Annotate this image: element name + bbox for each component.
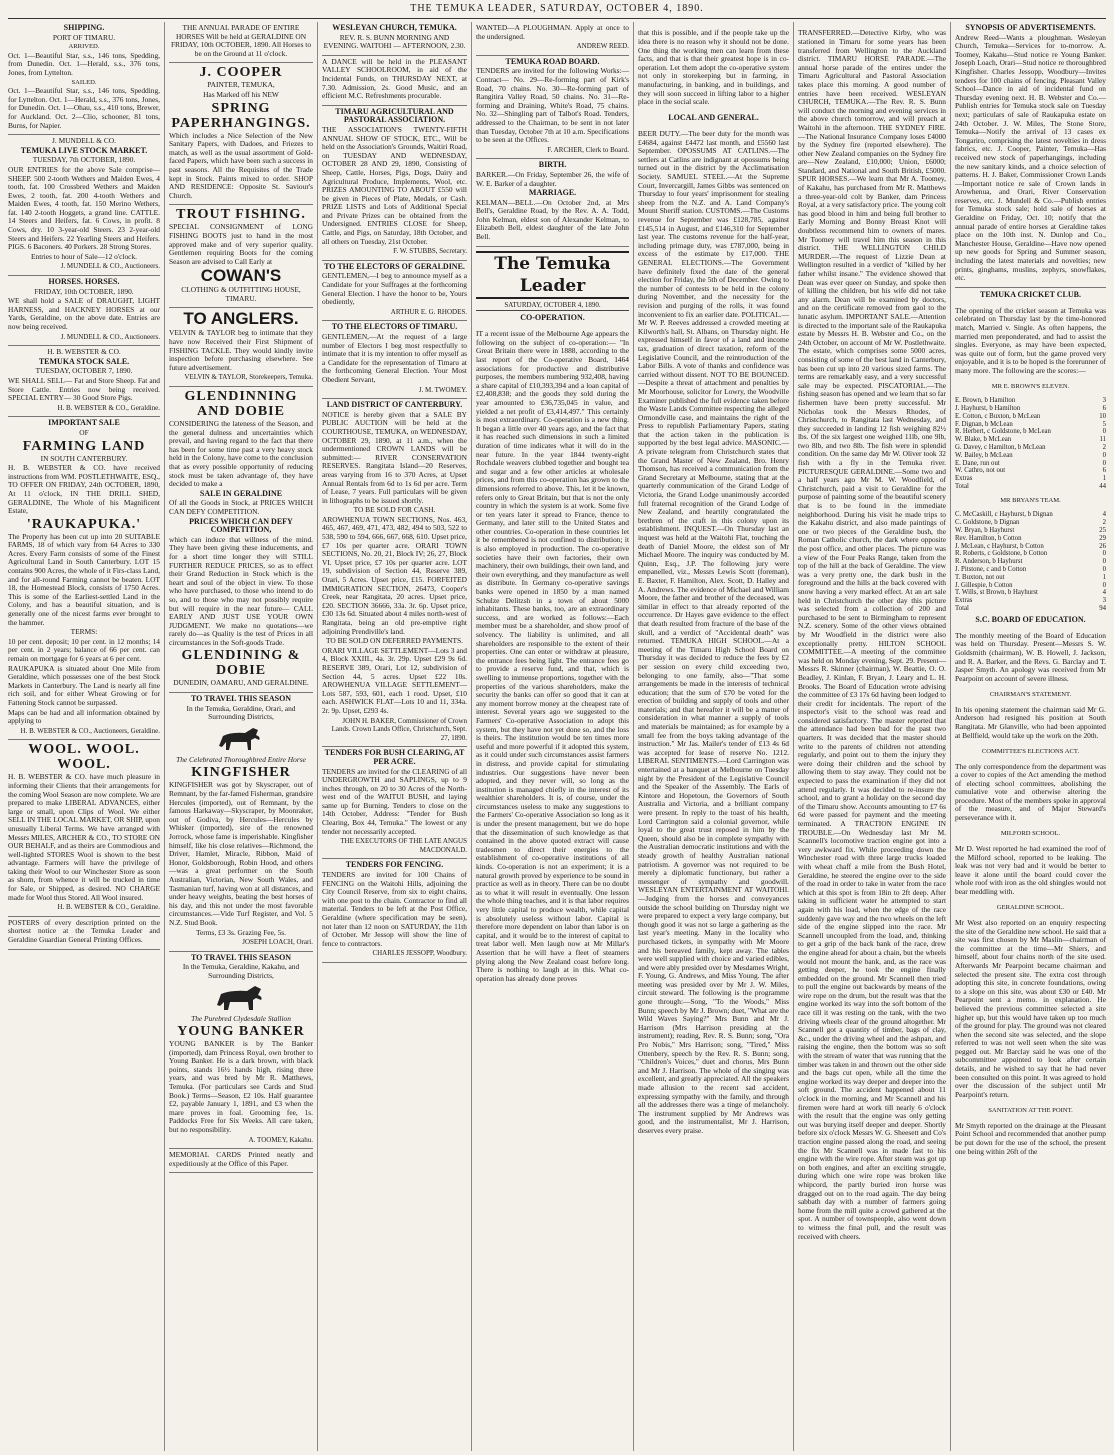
sanitation-title: SANITATION AT THE POINT. [988, 1106, 1073, 1114]
stock-sale-ad [8, 346, 160, 417]
batsman-runs: 6 [1102, 467, 1106, 475]
live-stock-note: Entries to hour of Sale—12 o'clock. [30, 251, 137, 261]
batsman-name: J. Gillespie, b Cotton [955, 581, 1013, 589]
glendinning-text-3: which can induce that willness of the mind. They have been giving these inducements, and for a short time longer they will STILL FURTHER REDUCE PRICES, so as to effect their Grand Reduction in Stock which is the heart and soul of the object in view. To those who have purchased, to those who intend to do so, and to those who may not possibly require but will require in the near future— CALL EARLY AND JUST USE YOUR OWN JUDGMENT. We make no quotations—we rarely do—as Quality is the test of Prices in all circumstances in the Soft-goods Trade. [169, 534, 313, 647]
team2-row [955, 535, 1106, 543]
important-sale-title: IMPORTANT SALE [48, 418, 120, 428]
batsman-runs: 0 [1102, 459, 1106, 467]
board-text: The monthly meeting of the Board of Education was held on Thursday. Present—Messrs S. W. Goldsmith (chairman), W. B. Howell, J. Jackson, and R. A. Barker, and the Revs. G. Barclay and T. Jasper Smyth. An apology was received from Mr Pearpoint on account of severe illness. [955, 630, 1106, 683]
sanitation-text: Mr Smyth reported on the drainage at the Pleasant Point School and recommended that another pump be put down for the use of the school, the present one being within 26ft of the [955, 1120, 1106, 1156]
dance-ad [322, 56, 467, 106]
land-district-text: NOTICE is hereby given that a SALE BY PUBLIC AUCTION will be held at the COURTHOUSE, TEMUKA, on WEDNESDAY, OCTOBER 29, 1890, at 11 a.m., when the undermentioned CROWN LANDS will be submitted:— RIVER CONSERVATION RESERVES. Rangitata Island—20 Reserves, areas varying from 16 to 370 Acres, at Upset Annual Rentals from 6d to 1s 6d per acre. Term of Lease, 7 years. Full particulars will be given in lithographs to be issued shortly. [322, 409, 467, 505]
batsman-name: Extras [955, 597, 973, 605]
batsman-name: T. Buxton, not out [955, 573, 1005, 581]
batsman-runs: 0 [1102, 581, 1106, 589]
posters-ad [8, 917, 160, 950]
synopsis-text: Andrew Reed—Wants a ploughman. Wesleyan Church, Temuka—Services for to-morrow. A. Toomey, Kakahu—Stud notice re Young Banker. Joseph Loach, Orari—Stud notice re thoroughbred Kingfisher. Charles Jessopp, Woodbury—Invites tenders for 100 chains of fencing. Pleasant Valley School—Dance in aid of incidental fund on Thursday evening next. H. B. Webster and Co.—Publish entries for Temuka stock sale on Tuesday next; particulars of sale of Raukapuka estate on 24th October. J. W. Miles, The Stone Store, Temuka—Notify the arrival of 13 cases ex Tongariro, comprising the latest novelties in dress fabrics, etc. J. Cooper, Painter, Temuka—Has received new stock of paperhangings, including the new sanitary kinds, and a choice selection of patterns. H. J. Baker, Commissioner Crown Lands—Important notice re sale of Crown lands in Arowhenua, and Orari, River Conservation reserves, etc. J. Mundell & Co.—Publish entries for Temuka stock sale; hold sale of horses at Geraldine on Friday, Oct. 10; notify that the annual parade of entire horses at Geraldine takes place on the 10th inst. N. Dunlop and Co., Manchester House, Geraldine—Have now opened up new goods for Spring and Summer season, including the latest materials and novelties; new prints, ginghams, muslins, zephyrs, snowflakes, etc. [955, 32, 1106, 283]
show-text: THE ASSOCIATION'S TWENTY-FIFTH ANNUAL SHOW OF STOCK, ETC., Will be held on the Association's Grounds, Waitiri Road, on TUESDAY AND WEDNESDAY, OCTOBER 28 AND 29, 1890, Consisting of Sheep, Cattle, Horses, Pigs, Dogs, Dairy and Agricultural Produce, Implements, Wool, etc. PRIZES AMOUNTING TO ABOUT £550 will be given in Pieces of Plate, Medals, or Cash. PRIZE LISTS and Lots of Additional Special and Private Prizes can be obtained from the Undersigned. ENTRIES CLOSE for Sheep, Cattle, and Pigs, on Saturday, 18th October, and all others on Tuesday, 21st October. [322, 124, 467, 246]
glendinning-name: GLENDINNING AND DOBIE [184, 389, 298, 420]
team2-row [955, 519, 1106, 527]
spring-paperhangings: SPRING PAPERHANGINGS. [171, 100, 311, 131]
land-district-ad [322, 399, 467, 747]
wool-title: WOOL. WOOL. WOOL. [28, 742, 140, 773]
team1-row [955, 467, 1106, 475]
live-stock-text: OUR ENTRIES for the above Sale comprise— SHEEP. 500 2-tooth Wethers and Maiden Ewes, 4 tooth, fat. 100 Crossbred Wethers and Maiden Ewes, 2 tooth, fat. 200 4-tooth Wethers and Maiden Ewes, 4 tooth, fat. 150 Merino Wethers, fat. 140 2-tooth Hoggets, a grand line. CATTLE. 14 Steers and Heifers, fat. 6 Cows, in profit. 8 Cows, dry. 10 3-year-old Steers. 23 2-year-old Steers and Heifers. 22 Yearling Steers and Heifers. PIGS. 6 Baconers. 40 Porkers. 28 Strong Stores. [8, 164, 160, 252]
local-general-text: BEER DUTY.—The beer duty for the month was £4684, against £4472 last month, and £5560 last September. OPOSSUMS AT CATLINS.—The settlers at Catlins are indignant at opossums being turned out in the district by the Acclimatisation Society. SAMUEL STEEL.—At the Supreme Court, Invercargill, James Gibbs was sentenced on Thursday to four years' imprisonment for stealing sheep from the N.Z. and A. Land Company's Mount Sheriff station. CUSTOMS.—The Customs revenue for September was £128,785, against £145,514 in August, and £146,310 for September last year. The customs revenue for the half-year, including primage duty, was £787,000, being in excess of the estimate by £17,000. THE GENERAL ELECTIONS.—The Government have definitely fixed the date of the general election for Friday, the 5th of December. Owing to the number of contests to be held in the colony during November, and the necessity for the revision and purging of the rolls, it was found inconvenient to fix an earlier date. POLITICAL.—Mr W. P. Reeves addressed a crowded meeting at Kilworth's hall, St. Albans, on Thursday night. He expressed himself in favor of a land and income tax, graduation of direct taxation, reform of the Legislative Council, and the reintroduction of the Labor Bills. A vote of thanks and confidence was carried without dissent. NOT TO BE BOUNCED.—Despite a threat of attachment and penalties by Mr Moorhouse, solicitor for Lowry, the Woodville Examiner published the full evidence taken before the Waste Lands Committee respecting the alleged Ormondville case, and maintains the right of the Press to republish Parliamentary Papers, stating that the action taken in the publication is supported by the best legal advice. MASONIC.—A private telegram from Christchurch states that the Grand Master of New Zealand, Bro. Henry Thomson, has received a communication from the Grand Secretary at Melbourne, stating that at the quarterly communication of the Grand Lodge of Victoria, the Grand Lodge unanimously accorded full fraternal recognition of the Grand Lodge of New Zealand, and heartily congratulated the brethren of the craft in this colony upon its establishment. INQUEST.—On Thursday last an inquest was held at the Waitohi Flat, touching the death of Daniel Moore, the eldest son of Mr Michael Moore. The inquiry was conducted by M. Quinn, Esq., J.P. The following jury were empanelled, viz., Messrs Lewis Scott (foreman), E. Baxter, F. Hamilton, Alex. Scott, D. Halley and A. Andrews. The evidence of Michael and William Moore, the father and brother of the deceased, was similar in effect to that already reported of the occurrence. Dr Hayes gave evidence to the effect that death resulted from fracture of the base of the skull, and a verdict of "Accidental death" was returned. TEMUKA HIGH SCHOOL.—At a meeting of the Timaru High School Board on Thursday it was decided to reduce the fees by £2 per session on every child exceeding two, belonging to one family, also—"That some arrangements be made in the interests of technical education; that the sum of £70 be voted for the erection of building and supply of tools and other materials; and that hereafter it will be a matter of consideration in what manner a supply of tools and materials be maintained; as for example by a small fee from the boys taking advantage of the instruction." Mr Jas. Mailer's tender of £13 4s 6d was accepted for lease of reserve No. 1212. LIBERAL SENTIMENTS.—Lord Carrington was entertained at a banquet at Melbourne on Tuesday night by the President of the Legislative Council and the Speaker of the Assembly. The Earls of Kintore and Hopetoun, the Governors of South Australia and Victoria, and a brilliant company were present. In reply to the toast of his health, Lord Carrington said a colonial governor, while loyal to the great trust reposed in him by the Queen, should also be in complete sympathy with the Australian democratic institutions and with the steady growth of healthy Australian national patriotism. A governor was not required to be merely a diplomatic functionary, but rather a messenger of sympathy and goodwill. WESLEYAN ENTERTAINMENT AT WAITOHI.—Judging from the horses and conveyances outside the school building on Thursday night we were prepared to expect a very large company, but though good it was not so large a gathering as the last year's meeting. Many in the locality who purchased tickets, in sympathy with Mr Moore and his bereaved family, kept away. The tables were well supplied with choice and varied edibles, and were ably presided over by Mesdames Wright, F. Young, G. Andrews, and Miss Young. The after meeting was presided over by Mr J. W. Miles, circuit steward. The following is the programme gone through:—Song, "To the Woods," Miss Bunn; speech by Mr J. Brown; duet, "What are the Wild Waves Saying?" Mrs Bunn and Mr J. Harrison (Mrs Harrison presiding at the instrument); reading, Rev. R. S. Bunn; song, "Ora Pro Nobis," Mrs Harrison; song, "Tired," Miss Ottenbery, speech by the Rev. R. S. Bunn; song, "Children's Voices," duet and chorus, Mrs Bunn and Mr J. Harrison. The whole of the singing was excellent, and greatly appreciated. All the speakers made allusion to the recent sad accident, expressing sympathy with the family, and through all the addresses there was a tinge of melancholy. The instrument supplied by Mr Andrews was good, and the instrumentalist, Mr J. Harrison, deserves every praise. [638, 129, 789, 1135]
batsman-runs: 0 [1102, 451, 1106, 459]
wool-ad [8, 740, 160, 917]
team-2-total-label: Total [955, 605, 969, 613]
parade-text: THE ANNUAL PARADE OF ENTIRE HORSES Will be held at GERALDINE ON FRIDAY, 10th OCTOBER, 1890. All Horses to be on the Ground at 11 o'clock. [170, 23, 312, 58]
farming-text: H. B. WEBSTER & CO. have received instructions from WM. POSTLETHWAITE, ESQ., TO OFFER ON FRIDAY, 24th OCTOBER, 1890, At 11 o'clock, IN THE DRILL SHED, GERALDINE, The Whole of his Magnificent Estate, [8, 463, 160, 516]
parade-ad [169, 22, 313, 63]
team1-row [955, 460, 1106, 468]
sailed-text: Oct. 1—Beautiful Star, s.s., 146 tons, Spedding, for Lyttelton. Oct. 1—Herald, s.s., 376 tons, Jones, for Dunedin. Oct. 1—Ohau, s.s., 410 tons, Brewer, for Auckland. Oct. 2—Clio, schooner, 81 tons, Burns, for Napier. [8, 86, 160, 130]
kingfisher-title: KINGFISHER [191, 765, 291, 781]
horses-text: WE shall hold a SALE of DRAUGHT, LIGHT HARNESS, and HACKNEY HORSES at our Yards, Geraldine, on the above date. Entries are now being received. [8, 296, 160, 331]
team1-row [955, 436, 1106, 444]
fencing-title: TENDERS FOR FENCING. [345, 860, 444, 870]
team-1-title: MR E. BROWN'S ELEVEN. [991, 382, 1070, 390]
arrived-text: Oct. 1—Beautiful Star, s.s., 146 tons, Spedding, from Dunedin. Oct. 1—Herald, s.s., 376 tons, Jones, from Lyttelton. [8, 50, 160, 77]
horses-signature: J. MUNDELL & CO., Auctioneers. [60, 332, 160, 341]
fencing-text: TENDERS are invited for 100 Chains of FENCING on the Waitohi Hills, adjoining the City Council Reserve, from six to eight chains, with one post to the chain. Contractor to find all material. Tenders to be left at the Post Office, Geraldine (where specification may be seen), not later than 12 noon on SATURDAY, the 11th of October. Mr Jessop will show the line of fence to contractors. [322, 870, 467, 948]
stock-sale-text: WE SHALL SELL— Fat and Store Sheep. Fat and Store Cattle. Entries now being received. SPECIAL ENTRY— 30 Good Store Pigs. [8, 375, 160, 403]
batsman-name: J. McLean, c Hayhurst, b Cotton [955, 542, 1044, 550]
cooper-heading: Has Marked off his NEW [203, 89, 279, 99]
bush-clearing-text: TENDERS are invited for the CLEARING of all UNDERGROWTH and SAPLINGS, up to 9 inches through, on 20 to 30 Acres of the North-west end of the WAITUI BUSH, and laying same up for Burning. Tenders to close on the 14th October, Address: "Tender for Bush Clearing, Box 44, Temuka." The lowest or any tender not necessarily accepted. [322, 766, 467, 836]
wanted-signature: ANDREW REED. [576, 42, 629, 51]
batsman-runs: 1 [1102, 573, 1106, 581]
church-text: REV. R. S. BUNN MORNING AND EVENING. WAITOHI — AFTERNOON, 2.30. [323, 32, 466, 51]
column-5 [633, 22, 793, 1451]
timaru-electors-text: GENTLEMEN,—At the request of a large number of Electors I beg most respectfully to intimate that it is my intention to offer myself as a Candidate for the representation of Timaru at the forthcoming General Election. Your Most Obedient Servant, [322, 332, 467, 384]
shipping-notice [8, 22, 160, 135]
team2-row [955, 582, 1106, 590]
marriage-text: KELMAN—BELL.—On October 2nd, at Mrs Bell's, Geraldine Road, by the Rev. A. A. Todd, John Kelman, eldest son of Alexander Kelman, to Elizabeth Bell, eldest daughter of the late John Bell. [476, 197, 629, 242]
batsman-name: T. Wills, st Brown, b Hayhurst [955, 589, 1038, 597]
batsman-runs: 26 [1099, 542, 1106, 550]
horses-date: FRIDAY, 10th OCTOBER, 1890. [34, 286, 134, 296]
road-board-title: TEMUKA ROAD BOARD. [505, 56, 600, 66]
batsman-name: W. Cathro, not out [955, 467, 1006, 475]
team2-row [955, 597, 1106, 605]
team-1-total: 44 [1099, 482, 1106, 490]
batsman-runs: 6 [1102, 404, 1106, 412]
bush-clearing-ad [322, 747, 467, 859]
anglers-ad [169, 308, 313, 387]
column-3 [317, 22, 471, 1451]
batsman-runs: 2 [1102, 443, 1106, 451]
batsman-name: W. Bailey, b McLean [955, 451, 1013, 459]
batsman-name: Extras [955, 475, 973, 483]
marriage-title: MARRIAGE. [528, 188, 577, 198]
batsman-runs: 0 [1102, 550, 1106, 558]
team2-row [955, 550, 1106, 558]
batsman-name: G. Davey, c Hamilton, b McLean [955, 443, 1046, 451]
committees-title: COMMITTEE'S ELECTIONS ACT. [981, 747, 1080, 755]
batsman-name: J. Hayhurst, b Hamilton [955, 404, 1021, 412]
memorial-text: MEMORIAL CARDS Printed neatly and expeditiously at the Office of this Paper. [169, 1150, 313, 1168]
committees-text: The only correspondence from the department was a cover to copies of the Act amending the method of electing school committees, abolishing the cumulative vote and otherwise altering the procedure. Most of the members spoke in approval of the measure, and of Major Steward's perseverance with it. [955, 761, 1106, 823]
travel-2-subtitle: In the Temuka, Geraldine, Kakahu, and Surrounding Districts, [182, 962, 300, 980]
banker-signature: A. TOOMEY, Kakahu. [248, 1135, 313, 1144]
column-7 [950, 22, 1110, 1451]
terms-text-2: RAUKAPUKA is situated about One Mile from Geraldine, which possesses one of the best Stock Markets in Canterbury. The Land is nearly all fine rich soil, and for either Wheat Growing or for Fattening Stock cannot be surpassed. [8, 663, 160, 707]
stock-sale-title: TEMUKA STOCK SALE. [38, 356, 130, 366]
dance-text: A DANCE will be held in the PLEASANT VALLEY SCHOOLROOM, in aid of the Incidental Funds, on THURSDAY NEXT, at 7.30. Admission, 2s. Good Music, and an efficient M.C. Refreshments procurable. [322, 56, 467, 101]
cowans-title: COWAN'S [200, 266, 282, 286]
team2-row [955, 511, 1106, 519]
geraldine-electors-title: TO THE ELECTORS OF GERALDINE. [324, 261, 465, 271]
batsman-name: C. McCaskill, c Hayhurst, b Dignan [955, 511, 1053, 519]
cash-title: TO BE SOLD FOR CASH. [353, 505, 436, 515]
bush-clearing-signature: THE EXECUTORS OF THE LATE ANGUS MACDONALD. [340, 837, 467, 854]
dateline: SATURDAY, OCTOBER 4, 1890. [476, 301, 629, 312]
glendinning-towns: DUNEDIN, OAMARU, AND GERALDINE. [173, 678, 309, 688]
plans-text: Maps can be had and all information obtained by applying to [8, 707, 160, 726]
cooper-trade: PAINTER, TEMUKA, [207, 80, 275, 90]
masthead: THE TEMUKA LEADER, SATURDAY, OCTOBER 4, 1890. [8, 0, 1106, 19]
timaru-electors-ad [322, 321, 467, 399]
batsman-name: Rev. Hamilton, b Cotton [955, 534, 1022, 542]
team1-row [955, 413, 1106, 421]
batsman-runs: 4 [1102, 511, 1106, 519]
team-1-total-label: Total [955, 482, 969, 490]
team-2-title: MR BRYAN'S TEAM. [1000, 497, 1061, 505]
kingfisher-intro: The Celebrated Thoroughbred Entire Horse [176, 754, 306, 764]
horses-title: HORSES. HORSES. [48, 277, 120, 287]
fencing-ad [322, 859, 467, 963]
shipping-subtitle: PORT OF TIMARU. [52, 32, 116, 42]
road-board-text: TENDERS are invited for the following Works:— Contract— No. 29—Re-forming part of Kirk's Road, 70 chains. No. 30—Re-forming part of Rangitira Valley Road, 50 chains. No. 31—Re-forming and Draining, White's Road, 75 chains. No. 32—Shingling part of Talbot's Road. Tenders, addressed to the Chairman, to be sent in not later than Tuesday, October 7th at 10 a.m. Specifications to be seen at the Offices. [476, 66, 629, 145]
team2-row [955, 558, 1106, 566]
cooper-name: J. COOPER [199, 65, 283, 81]
chairman-title: CHAIRMAN'S STATEMENT. [989, 690, 1072, 698]
travel-1-subtitle: In the Temuka, Geraldine, Orari, and Surrounding Districts, [186, 703, 296, 722]
arrived-label: ARRIVED. [68, 43, 100, 51]
road-board-signature: F. ARCHER, Clerk to Board. [547, 145, 629, 154]
batsman-name: F. Dignan, b McLean [955, 420, 1013, 428]
land-district-title: LAND DISTRICT OF CANTERBURY. [326, 400, 463, 410]
geraldine-school-title: GERALDINE SCHOOL. [996, 903, 1065, 911]
column-2 [164, 22, 317, 1451]
trout-title: TROUT FISHING. [176, 207, 306, 223]
team-2-total-row [955, 605, 1106, 613]
team-2-scorecard [955, 511, 1106, 605]
anglers-title: TO ANGLERS. [183, 309, 299, 329]
show-title: TIMARU AGRICULTURAL AND PASTORAL ASSOCIATION. [335, 106, 454, 125]
road-board-ad [476, 56, 629, 160]
young-banker-ad [169, 952, 313, 1150]
live-stock-date: TUESDAY, 7th OCTOBER, 1890. [32, 155, 136, 165]
glendinning-text-2: Of all the Goods in Stock, at PRICES WHICH CAN DEFY COMPETITION. [169, 498, 313, 516]
kingfisher-terms: Terms, £3 3s. Grazing Fee, 5s. [195, 927, 286, 937]
cricket-title: TEMUKA CRICKET CLUB. [980, 289, 1081, 299]
team1-row [955, 452, 1106, 460]
deferred-text: ORARI VILLAGE SETTLEMENT—Lots 3 and 4, Block XXIII., 4a. 3r. 29p. Upset £29 9s 6d. RESERVE 389, Orari, Lot 12, subdivision of Section 44, 5 acres. Upset £22 10s. AROWHENUA VILLAGE SETTLEMENT—Lots 587, 593, 601, each 1 rood. Upset, £10 each. ASHWICK FLAT—Lots 10 and 11, 334a. 2r. 9p. Upset, £293 4s. [322, 645, 467, 715]
horse-woodcut-icon [169, 724, 313, 754]
synopsis-box [955, 22, 1106, 288]
batsman-runs: 0 [1102, 566, 1106, 574]
glendinning-prices: PRICES WHICH CAN DEFY COMPETITION, [189, 516, 293, 535]
cooper-text: Which includes a Nice Selection of the New Sanitary Papers, with Dadoes, and Friezes to match, as well as the usual assortment of Gold-faced Papers, which have been such a success in past seasons. All the Requisites of the Trade kept in Stock. Paints mixed to order. SHOP AND RESIDENCE: Opposite St. Saviour's Church. [169, 130, 313, 200]
kingfisher-ad [169, 693, 313, 952]
shipping-title: SHIPPING. [63, 23, 105, 32]
batsman-name: W. Bryan, b Hayhurst [955, 527, 1015, 535]
church-ad [322, 22, 467, 56]
fencing-signature: CHARLES JESSOPP, Woodbury. [372, 949, 467, 958]
cooperation-text: IT a recent issue of the Melbourne Age appears the following on the subject of co-operation:— "In Great Britain there were in 1888, according to the last report of the Co-operative Board, 1464 associations for productive and distributive purposes, the members numbering 932,408, having a share capital of £10,393,394 and a loan capital of £2,408,838; and the goods they sold during the year amounted to £36,735,045 in value, and yielded a net profit of £3,414,497." This certainly is most extraordinary. Co-operation is a new thing. It began a little over 40 years ago, and the fact that it has reached such dimensions in such a limited duration of time indicates what it will do in the near future. In the year 1844 twenty-eight Rochdale weavers clubbed together and bought tea and sugar and a few other articles at wholesale prices, and from this co-operation has grown to the dimensions referred to above. This, let it be known, refers only to Great Britain, but that is not the only country in which the system is at work. Some five or ten years later it spread to France, thence to Germany, and later still to the United States and other countries. Co-operation in these countries let it be remembered is not confined to distribution; it is also employed in production. The co-operative societies have their own factories, their own machinery, their own buildings, their own land, and their own everything, and they manufacture as well as distribute. In Germany co-operative savings banks were opened in 1850 by a man named Schulze Delitzsh in a town of about 5000 inhabitants. These banks, too, are an extraordinary success, and are worked as follows:—Each member must be a shareholder, and show proof of solvency. The liability is unlimited, and all shareholders are responsible to the extent of their properties. One can enter or withdraw at pleasure, the entrance fees being light. The entrance fees go to provide a reserve fund, and that, which is swelling to immense proportions, together with the properties of the various shareholders, make the security the banks can offer so good that it can at any moment borrow money at the cheapest rate of interest. Several years ago we suggested to the Farmers' Co-operative Association to adopt this system, but they have not yet done so, and the loss is theirs. The institution would be ten times more useful and more powerful if it adopted this system, as it could under such circumstances assist farmers in distress, and provide capital for stimulating industries. Our suggestions have never been adopted, and they never will, so long as the institution is managed chiefly in the interest of its wealthier shareholders. It is, of course, under the circumstances useless to make any suggestions to the Farmers' Co-operative Association so long as it is under the present management, but we do hope that the dissemination of such knowledge as that contained in the above quoted extract will cause tradesmen to direct their energies to the establishment of co-operative institutions of all kinds. Co-operation is not an experiment; it is a natural growth proved by experience to be sound in practice as well as in theory. There can be no doubt as to what it will result in eventually. One lesson the whole thing teaches, and it is that labor requires very little capital to produce wealth, while capital is absolutely useless without labor. Capital is therefore more dependent on labor than labor is on capital, and it would be to the interest of capital to treat labor well. Men laugh now at Mr Millar's Assertion that he will have a fleet of steamers plying along the New Zealand coast before long. There is nothing to laugh at in this. What co-operation has already done proves [476, 329, 629, 983]
wanted-text: WANTED—A PLOUGHMAN. Apply at once to the undersigned. [476, 23, 629, 41]
board-title: S.C. BOARD OF EDUCATION. [975, 614, 1086, 624]
wanted-ad [476, 22, 629, 56]
team1-row [955, 421, 1106, 429]
banker-title: YOUNG BANKER [177, 1024, 305, 1040]
batsman-runs: 5 [1102, 420, 1106, 428]
show-ad [322, 106, 467, 261]
glendinning-name-2: GLENDINING & DOBIE [181, 648, 301, 679]
cooper-ad [169, 63, 313, 205]
team2-row [955, 566, 1106, 574]
local-general-continued: TRANSFERRED.—Detective Kirby, who was stationed in Timaru for some years has been transferred from Wellington to the Auckland district. TIMARU HORSE PARADE.—The annual horse parade of the entires under the Timaru Agricultural and Pastoral Association takes place this morning. A good number of entries have been received. WESLEYAN CHURCH, TEMUKA.—The Rev. R. S. Bunn will conduct the morning and evening services in the above church tomorrow, and will preach at Waitohi in the afternoon. THE SYDNEY FIRE.—The National Insurance Company loses £4000 by the Sydney fire (reported elsewhere). The other New Zealand companies on the Sydney fire are—New Zealand, £10,000; Union, £6000; Standard, and National and South British, £5000. SPUR HORSES.—We learn that Mr A. Toomey, of Kakahu, has purchased from Mr R. Matthews a three-year-old colt by Banker, dam Princess Royal, at a very satisfactory price. The young colt has good blood in him and being full brother to Early Morning and Bonny Breast Knot will doubtless recommend him to owners of mares. Mr Toomey will travel him this season in this district. THE WELLINGTON CHILD MURDER.—The request of Lizzie Dean at Wellington resulted in a verdict of "killed by her father whilst insane." The evidence showed that Dean was ever queer on Sunday, and spoke then of killing the children, but his wife did not take any alarm. Dean will be examined by doctors, and on the certificate removed from gaol to the lunatic asylum. IMPORTANT SALE.—Attention is directed to the important sale of the Raukapuka estate by Messrs H. B. Webster and Co., on the 24th October, on account of Mr W. Postlethwaite. The estate, which comprises some 5000 acres, consisting of some of the best land in Canterbury, has been cut up into 20 various sized farms. The terms are remarkably easy, and a very successful sale may be expected. PISCATORIAL.—The fishing season has opened and we learn that so far fishermen have been pretty successful. Mr Nicholas took the Messrs Rhodes, of Christchurch, to Rangitata last Wednesday, and they succeeded in landing 12 fish weighing 82½ lbs. Of the six largest one weighed 11lb, one 9lb, two 8lb, and two 8lb. The fish were in splendid condition. On the same day Mr W. Oliver took 32 fish with a fly in the Temuka river. PICTURESQUE GERALDINE.—Some two and a half years ago Mr M. W. Woodfield, of Christchurch, paid a visit to Geraldine for the purpose of painting some of the beautiful scenery that is to be found in the immediate neighborhood. During his visit he made trips to the Kakahu district, and also made paintings of one or two pieces of the Geraldine bush, the Roman Catholic church, the dark where opposite the post office, and other places. The picture was a view of the Four Peaks Range, taken from the top of the hill at the back of Geraldine. The view was a very pretty one, the dark bush in the foreground and the hills at the back covered with snow having a very marked effect. At an art sale held in Christchurch the other day this picture was selected from a collection of 200 and purchased to be sent to Birmingham to represent N.Z. scenery. Some of the other views obtained by Mr Woodfield in the district were also exceptionally pretty. HILTON SCHOOL COMMITTEE.—A meeting of the committee was held on Monday evening, Sept. 29. Present—Messrs R. Skinner (chairman), W. Beattie, O. O. Beadley, J. Kinlan, F. Bryan, J. Leary and L. H. Brooks. The Board of Education wrote advising the committee of £3 17s 6d having been lodged to their credit for incidentals. The report of the inspector's visit to the school was read and considered satisfactory. The master reported that the attendance had been bad for the past two quarters. It was decided that the master should write to the parents of children not attending regularly, and point out to them the injury they were doing their children and the school by allowing them to stay away. They could not be expected to pass the examination if they did not attend regularly. It was decided to re-insure the school, and to grant a holiday on the second day of the Timaru show. Accounts amounting to £7 6s 6d were passed for payment and the meeting terminated. A TRACTION ENGINE IN TROUBLE.—On Wednesday last Mr M. Scannell's locomotive traction engine got into a very awkward fix. While proceeding down the Winchester road with three large trucks loaded with wheat chaff a mile from the Bush Hotel, Geraldine, he steered the engine over to the side of the road in order to take in water from the race which at this spot is from 18in to 2ft deep. After taking in sufficient water he attempted to start again with his load, when the edge of the race suddenly gave way and the two wheels on the left side of the engine slipped into the race. Mr Scannell uncoupled from the load, and, thinking to get a grip of the back bank of the race, drew the engine ahead for about a chain, but the wheels would not mount the bank, and, as the race was getting deeper, he took the engine finally embedded on the ground. Mr Scannell then tried to pull the engine out backwards by means of the wire rope on the drum, but the result was that the engine worked its way into the soft bottom of the race till it was resting on the tank, with the two driving wheels clear of the ground altogether. Mr Scannell got a quantity of timber, bags of clay, &c., under the driving wheel and the ashpan, and raising the engine, then the bottom was so soft with the stream of water that was running that the timber was taken in and thrown out the other side and the bags cut open, while all the time the engine worked its way deeper and deeper into the soft ground. The accident happened about 11 o'clock in the morning, and Mr Scannell and his firemen were hard at work till nearly 6 o'clock with the result that the engine was only getting out was burying itself deeper and deeper. Shortly before six o'clock Messrs W. G. Sheesett and Co's traction engine passed along the road, and seeing the fix Mr Scannell was in made fast to his engine with the wire rope. After steam was got up on both engines, and after an exciting struggle, during which one wire rope was broken like whipcord, the partly buried iron horse was dragged out on to the road again. The day being sabbath day with a number of farmers going home from the mill quite a crowd gathered at the spot. A number of townspeople, also went down to witness the final pull, and the result was received with cheers. [798, 28, 946, 1241]
batsman-runs: 4 [1102, 589, 1106, 597]
anglers-signature: VELVIN & TAYLOR, Storekeepers, Temuka. [184, 373, 313, 382]
column-6 [793, 22, 950, 1451]
column-4 [471, 22, 633, 1451]
batsman-runs: 0 [1102, 428, 1106, 436]
team1-row [955, 428, 1106, 436]
timaru-electors-title: TO THE ELECTORS OF TIMARU. [331, 322, 458, 332]
batsman-name: E. Brown, b Hamilton [955, 397, 1016, 405]
glendinning-text: CONSIDERING the lateness of the Season, and the general dulness and uncertainties which prevail, and having regard to the fact that there has been for some time past a very heavy stock held in the Colony, have come to the conclusion that as every possible opportunity of reducing stock must be taken advantage of, they have decided to make a [169, 419, 313, 489]
of-word: OF [79, 427, 89, 437]
travel-1-title: TO TRAVEL THIS SEASON [190, 694, 292, 704]
geraldine-electors-text: GENTLEMEN,—I beg to announce myself as a Candidate for your Suffrages at the forthcoming General Election. I have the honor to be, Yours obediently, [322, 271, 467, 307]
batsman-name: R. Anderson, b Hayhurst [955, 558, 1023, 566]
batsman-runs: 2 [1102, 519, 1106, 527]
team1-row [955, 444, 1106, 452]
sailed-label: SAILED. [71, 78, 97, 86]
team2-row [955, 543, 1106, 551]
team2-row [955, 527, 1106, 535]
batsman-name: W. Blake, b McLean [955, 436, 1012, 444]
raukapuka-title: 'RAUKAPUKA.' [26, 516, 142, 532]
birth-title: BIRTH. [538, 160, 567, 170]
memorial-ad [169, 1149, 313, 1173]
team-1-scorecard [955, 397, 1106, 483]
farming-land-ad [8, 417, 160, 740]
cooperation-title: CO-OPERATION. [520, 313, 585, 323]
glendinning-sale: SALE IN GERALDINE [199, 488, 283, 498]
banker-intro: The Purebred Clydesdale Stallion [191, 1013, 291, 1023]
stock-sale-signature: H. B. WEBSTER & CO., Geraldine. [57, 403, 160, 412]
wool-signature: H. B. WEBSTER & CO., Geraldine. [57, 903, 160, 912]
chairman-text: In his opening statement the chairman said Mr G. Anderson had resigned his position at South Rangitata. Mr Glanville, who had been appointed at Bellfield, would take up the work on the 20th. [955, 704, 1106, 740]
team2-row [955, 589, 1106, 597]
trout-text: SPECIAL CONSIGNMENT of LONG FISHING BOOTS just to hand in the most approved make and of very superior quality. Gentlemen requiring Boots for the coming Season are advised to Call Early at [169, 222, 313, 266]
team2-row [955, 574, 1106, 582]
show-signature: F. W. STUBBS, Secretary. [393, 247, 467, 256]
team1-row [955, 475, 1106, 483]
batsman-name: C. Goldstone, b Dignan [955, 519, 1020, 527]
local-general-title: LOCAL AND GENERAL. [668, 113, 759, 123]
team-2-total: 94 [1099, 605, 1106, 613]
church-title: WESLEYAN CHURCH, TEMUKA. [332, 23, 457, 32]
batsman-name: E. Cotton, c Buxton, b McLean [955, 412, 1041, 420]
batsman-runs: 3 [1102, 397, 1106, 405]
live-stock-signature: J. MUNDELL & CO., Auctioneers. [60, 262, 160, 271]
live-stock-title: TEMUKA LIVE STOCK MARKET. [20, 145, 148, 155]
plans-signature: H. B. WEBSTER & CO., Auctioneers, Geraldine. [20, 726, 160, 735]
cricket-text: The opening of the cricket season at Temuka was celebrated on Thursday last by the time-honored match, Married v. Single. As often happens, the married men preponderated, and had to assist the singles. Everyone, as may have been expected, was quite out of form, but the game proved very enjoyable, and it is to be hoped is the forerunner of many more. The following are the scores:— [955, 305, 1106, 375]
team1-row [955, 405, 1106, 413]
birth-text: BARKER.—On Friday, September 26, the wife of W. E. Barker of a daughter. [476, 169, 629, 188]
south-canterbury: IN SOUTH CANTERBURY. [40, 453, 128, 463]
webster-heading: H. B. WEBSTER & CO. [47, 347, 121, 357]
batsman-runs: 29 [1099, 534, 1106, 542]
terms-text: 10 per cent. deposit; 10 per cent. in 12 months; 14 per cent. in 2 years; balance of 66 per cent. can remain on mortgage for 6 years at 6 per cent. [8, 636, 160, 663]
batsman-runs: 1 [1102, 475, 1106, 483]
mundell-heading: J. MUNDELL & CO. [52, 136, 116, 146]
posters-text: POSTERS of every description printed on the shortest notice at the Temuka Leader and Geraldine Guardian General Printing Offices. [8, 917, 160, 945]
team1-row [955, 397, 1106, 405]
stock-sale-date: TUESDAY, OCTOBER 7, 1890. [35, 366, 133, 376]
terms-title: TERMS: [70, 627, 98, 637]
batsman-runs: 25 [1099, 527, 1106, 535]
geraldine-school-text: Mr West also reported on an enquiry respecting the site of the Geraldine new school. He said that a site was first chosen by Mr Maslin—chairman of the committee at the time—Mr Shiers, and himself, about four chains north of the site used. Afterwards Mr Pearpoint became chairman and selected the present site. The extra cost through adopting this site, in concrete foundations, owing to a slope on this site, was about £30 or £40. Mr Pearpoint sent a memo. in explanation. He believed the previous committee selected a site higher up, but this would have taken up too much of the ground for play. The ground was not cleared when the second site was selected, and the slope referred to was not well seen when the site was pegged out. Mr Barclay said he was one of the subcommittee appointed to look after certain details, and he wished to say that he had never been consulted on this point. It was agreed to hold over the discussion of the subject until Mr Pearpoint's return. [955, 917, 1106, 1099]
horses-ad [8, 276, 160, 346]
raukapuka-text: The Property has been cut up into 20 SUITABLE FARMS, 18 of which vary from 64 Acres to 330 Acres. Every Farm consists of some of the Finest Agricultural Land in South Canterbury. LOT 15 contains 900 Acres, the whole of it Firs-class Land, and for all-round Farming cannot be beaten. LOT 18, the Homestead Block, consists of 1750 Acres. This is some of the Earliest-settled Land in the Colony, and has a beautiful situation, and is generally one of the nicest farms ever brought to the hammer. [8, 531, 160, 627]
batsman-name: E. Dane, run out [955, 459, 1000, 467]
farming-land-title: FARMING LAND [22, 438, 146, 454]
milford-text: Mr D. West reported he had examined the roof of the Milford school, reported to be leaking. The leak was not very bad and it would be better to leave it alone until the board could cover the whole roof with iron as the old shingles would not bear meddling with. [955, 844, 1106, 896]
column-1 [4, 22, 164, 1451]
batsman-name: J. Pitstone, c and b Cotton [955, 566, 1027, 574]
glendinning-ad [169, 387, 313, 693]
cooperation-continued: that this is possible, and if the people take up the idea there is no reason why it should not be done. One thing the working men can learn from these facts, and that is that their greatest hope is in co-operation. Let them adopt the co-operative system not only in storekeeping but in farming, in manufacturing, in banking, and in buildings, and they will soon succeed in lifting labor to a higher place in the social scale. [638, 28, 789, 107]
newspaper-flag: The Temuka Leader [476, 251, 629, 299]
batsman-name: R. Roberts, c Goldstone, b Cotton [955, 550, 1048, 558]
banker-text: YOUNG BANKER is by The Banker (imported), dam Princess Royal, own brother to Young Banker. He is a dark brown, with black points, stands 16½ hands high, rising three years, and was bred by Mr R. Matthews, Temuka. (For particulars see Cards and Stud Book.) Terms—Season, £2 10s. Half guarantee £2, payable January 1, 1891, and £3 when the mare proves in foal. Grooming fee, 1s. Paddocks Free for Six Weeks. All care taken, but no responsibility. [169, 1039, 313, 1135]
milford-title: MILFORD SCHOOL. [1000, 830, 1061, 838]
kingfisher-text: KINGFISHER was got by Skyscraper, out of Remnant, by the far-famed Fisherman, grandsire Hercules (imported), out of Remnant, by the famous Harkaway—Skyscraper, by Moonraker, out of Godiva, by Hercules—Hercules by Whisker (imported), sire of the renowned Jorrock, whose fame is imperishable. Kingfisher himself, like his close relatives—Richmond, the Driver, Hamlet, Miracle, Ribbon, Maid of Honor, Goldsborough, Robin Hood, and others—was a great performer on the South Australian, Victorian, New South Wales, and Tasmanian turf, having won at all distances, and under heavy weights, beating the best horses of his day, and this not under the most favorable circumstances.—Vide Turf Register, and Vol. 5 N.Z. Stud Book. [169, 780, 313, 927]
team-1-total-row [955, 483, 1106, 491]
deferred-signature: JOHN H. BAKER, Commissioner of Crown Lands. Crown Lands Office, Christchurch, Sept. 27, 1890. [331, 716, 467, 742]
batsman-runs: 11 [1099, 436, 1106, 444]
batsman-name: R. Herbert, c Goldstone, b McLean [955, 428, 1051, 436]
live-stock-ad [8, 135, 160, 276]
batsman-runs: 3 [1102, 597, 1106, 605]
clydesdale-woodcut-icon [169, 983, 313, 1013]
wool-text: H. B. WEBSTER & CO. have much pleasure in informing their Clients that their arrangements for the coming Wool Season are now complete. We are prepared to make LIBERAL ADVANCES, either large or small, upon Clips of Wool. We either SELL IN THE LOCAL MARKET, OR SHIP, upon unusually Liberal Terms. We have arranged with Messrs MILES, ARCHER & CO., TO STORE ON OUR BEHALF, and as theirs are Commodious and well-lighted STORES Wool is shown to the best advantage. Farmers will have the privilege of taking their Wool to our Winchester Store as soon as shorn, from whence it will be trucked in time for Sale, or Shipped, as desired. NO CHARGE made for Wool thus Stored. All Wool insured. [8, 772, 160, 902]
travel-2-title: TO TRAVEL THIS SEASON [190, 952, 292, 962]
birth-notice [476, 159, 629, 246]
bush-clearing-title: TENDERS FOR BUSH CLEARING, AT PER ACRE. [324, 748, 465, 766]
deferred-title: TO BE SOLD ON DEFERRED PAYMENTS. [326, 636, 463, 646]
geraldine-electors-ad [322, 261, 467, 322]
geraldine-electors-signature: ARTHUR E. G. RHODES. [390, 307, 467, 316]
batsman-runs: 0 [1102, 558, 1106, 566]
trout-ad [169, 205, 313, 308]
cash-text: AROWHENUA TOWN SECTIONS, Nos. 463, 465, 467, 469, 471, 473, 482, 494 to 503, 522 to 538, 590 to 594, 666, 667, 668, 610. Upset price, £7 10s per quarter acre. ORARI TOWN SECTIONS, No. 20, 21, Block IV; 26, 27, Block VI. Upset price, £7 10s per quarter acre. LOT 19, subdivision of Section 44, Reserve 389, Orari, 5 Acres. Upset price, £15. FORFEITED IMMIGRATION SECTION, 26473, Cooper's Creek, near Rangitata, 20 acres. Upset price, £20. SECTION 36666, 33a. 3r. 6p. Upset price, £30 13s 6d. Situated about 4 miles north-west of Rangitata, being an old pre-emptive right adjoining Prendiville's land. [322, 514, 467, 636]
synopsis-title: SYNOPSIS OF ADVERTISEMENTS. [965, 23, 1096, 32]
anglers-text: VELVIN & TAYLOR beg to intimate that they have now Received their First Shipment of FISHING TACKLE. They would kindly invite inspection before purchasing elsewhere. See future advertisement. [169, 328, 313, 372]
cowans-subtitle: CLOTHING & OUTFITTING HOUSE, TIMARU. [181, 285, 301, 303]
kingfisher-signature: JOSEPH LOACH, Orari. [242, 938, 313, 947]
timaru-electors-signature: J. M. TWOMEY. [418, 385, 467, 394]
batsman-runs: 10 [1099, 412, 1106, 420]
